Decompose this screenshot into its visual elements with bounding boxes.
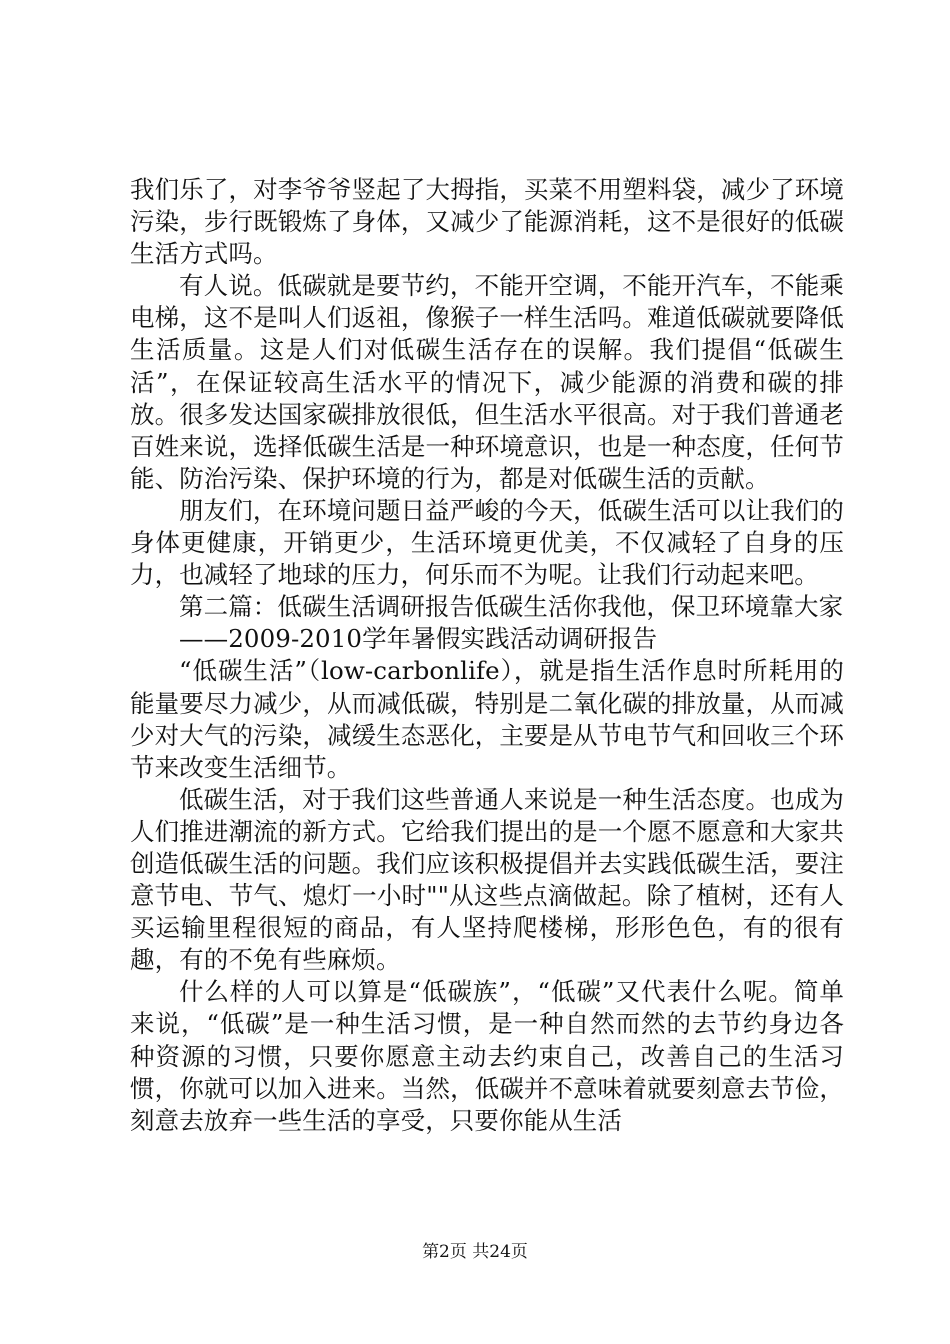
paragraph: 我们乐了，对李爷爷竖起了大拇指，买菜不用塑料袋，减少了环境污染，步行既锻炼了身体，又减少了能源消耗，这不是很好的低碳生活方式吗。 bbox=[130, 175, 844, 269]
paragraph: 什么样的人可以算是“低碳族”，“低碳”又代表什么呢。简单来说，“低碳”是一种生活习惯，是一种自然而然的去节约身边各种资源的习惯，只要你愿意主动去约束自己，改善自己的生活习惯，你就可以加入进来。当然，低碳并不意味着就要刻意去节俭，刻意去放弃一些生活的享受，只要你能从生活 bbox=[130, 977, 844, 1135]
page-number-footer: 第2页 共24页 bbox=[422, 1242, 528, 1262]
paragraph: 低碳生活，对于我们这些普通人来说是一种生活态度。也成为人们推进潮流的新方式。它给我们提出的是一个愿不愿意和大家共创造低碳生活的问题。我们应该积极提倡并去实践低碳生活，要注意节电、节气、熄灯一小时""从这些点滴做起。除了植树，还有人买运输里程很短的商品，有人坚持爬楼梯，形形色色，有的很有趣，有的不免有些麻烦。 bbox=[130, 784, 844, 975]
paragraph: “低碳生活”（low-carbonlife），就是指生活作息时所耗用的能量要尽力减少，从而减低碳，特别是二氧化碳的排放量，从而减少对大气的污染，减缓生态恶化，主要是从节电节气和回收三个环节来改变生活细节。 bbox=[130, 656, 844, 782]
document-body bbox=[130, 174, 844, 1137]
section-heading: 第二篇：低碳生活调研报告低碳生活你我他，保卫环境靠大家 bbox=[179, 592, 844, 622]
paragraph: 有人说。低碳就是要节约，不能开空调，不能开汽车，不能乘电梯，这不是叫人们返祖，像猴子一样生活吗。难道低碳就要降低生活质量。这是人们对低碳生活存在的误解。我们提倡“低碳生活”，在保证较高生活水平的情况下，减少能源的消费和碳的排放。很多发达国家碳排放很低，但生活水平很高。对于我们普通老百姓来说，选择低碳生活是一种环境意识，也是一种态度，任何节能、防治污染、保护环境的行为，都是对低碳生活的贡献。 bbox=[130, 271, 844, 493]
section-subtitle: ——2009-2010学年暑假实践活动调研报告 bbox=[179, 624, 658, 654]
paragraph: 朋友们，在环境问题日益严峻的今天，低碳生活可以让我们的身体更健康，开销更少，生活环境更优美，不仅减轻了自身的压力，也减轻了地球的压力，何乐而不为呢。让我们行动起来吧。 bbox=[130, 495, 844, 590]
